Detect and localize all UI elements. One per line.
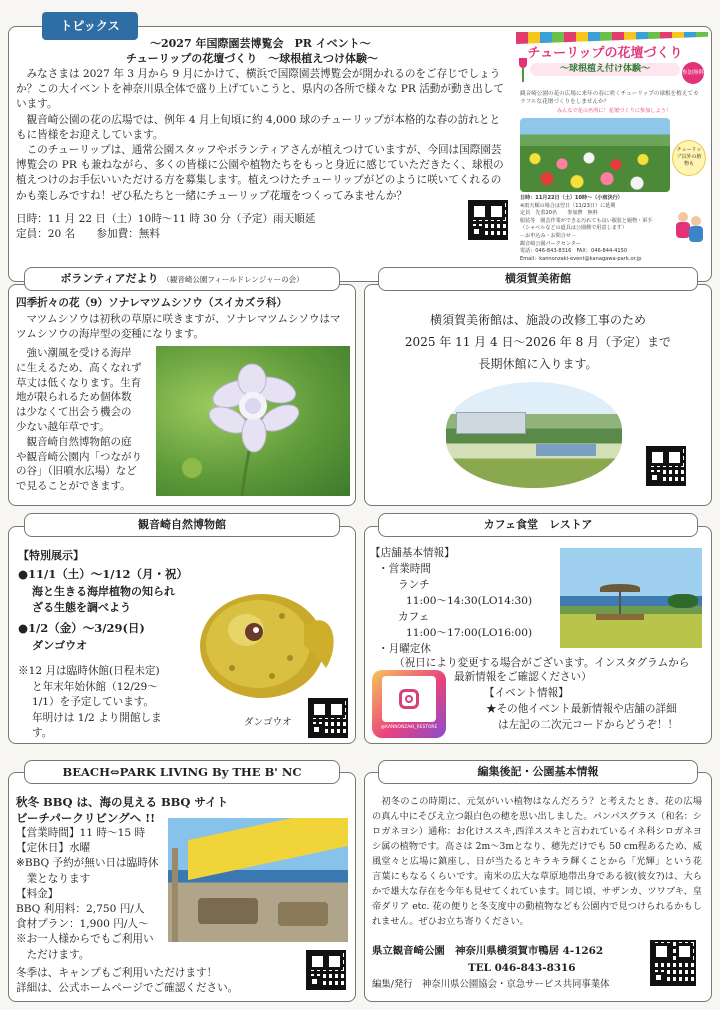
cafe-cafe-hours: 11:00～17:00(LO16:00) [406, 627, 533, 639]
cafe-closed: ・月曜定休 [378, 643, 431, 655]
cafe-event2: は左記の二次元コードからどうぞ！！ [498, 719, 679, 731]
instagram-handle: @KANNONZAKI_RESTORE [380, 725, 438, 730]
flyer-kids-illustration [676, 210, 704, 250]
editor-publisher: 編集/発行 神奈川県公園協会・京急サービス共同事業体 [372, 979, 610, 990]
beach-footer1: 冬季は、キャンプもご利用いただけます！ [16, 967, 218, 979]
editor-qr-code[interactable] [650, 940, 696, 986]
art-museum-photo [446, 382, 622, 488]
museum-note-3: 年明けは 1/2 より開館しま [32, 711, 162, 724]
art-line2: 2025 年 11 月 4 日～2026 年 8 月（予定）まで [404, 335, 672, 349]
nature-museum-qr-code[interactable] [308, 698, 348, 738]
volunteer-line-7: や観音崎公園内「つながり [16, 450, 142, 463]
beach-header: BEACH⇔PARK LIVING By THE B' NC [24, 760, 340, 784]
flyer-info-1: ※雨天順の場合は翌日（11/23日）に延期 [520, 202, 616, 209]
volunteer-line-8: の谷」（旧噴水広場）など [16, 465, 137, 478]
topics-capacity: 定員：20 名 参加費：無料 [16, 228, 160, 240]
flyer-info-6: 観音崎公園パークセンター [520, 240, 581, 247]
beach-line-5: BBQ 利用料：2,750 円/人 [16, 903, 145, 916]
beach-title1: 秋冬 BBQ は、海の見える BBQ サイト [16, 795, 229, 809]
cafe-lunch-label: ランチ [398, 579, 430, 591]
flyer-info-5: －お申込み・お問合せ－ [520, 232, 577, 239]
flyer-desc: 観音崎公園の花の広場に来年の春に咲くチューリップの球根を植えてカラフルな花壇づくりをしませんか？ [520, 91, 699, 105]
flower-icon [156, 346, 350, 496]
cafe-info-label: 【店舗基本情報】 [370, 547, 455, 559]
museum-note-0: ※12 月は臨時休館(日程未定) [18, 665, 160, 677]
beach-line-7: ※お一人様からでもご利用い [16, 933, 154, 946]
bbq-site-photo [168, 818, 348, 942]
topics-p2: 観音崎公園の花の広場では、例年 4 月上旬頃に約 4,000 球のチューリップが本格的な春の訪れとともに皆様をお迎えしています。 [16, 113, 501, 141]
topics-schedule: 日時：11 月 22 日（土）10時～11 時 30 分（予定）雨天順延 [16, 213, 316, 225]
cafe-closed-note2: 最新情報をご確認ください） [454, 671, 592, 683]
beach-lines [16, 826, 176, 963]
editor-tel: TEL 046-843-8316 [468, 962, 576, 974]
volunteer-line-6: 観音崎自然博物館の庭 [16, 435, 132, 448]
beach-line-4: 【料金】 [16, 887, 59, 900]
topics-p1: みなさまは 2027 年 3 月から 9 月にかけて、横浜で国際園芸博覧会が開かれるのをご存じでしょうか？この大イベントを神奈川県全体で盛り上げていこうと、県内の各所で様々な PR 活動が動き出しています。 [16, 68, 504, 111]
museum-caption: ダンゴウオ [244, 717, 292, 728]
museum-e2-title: ダンゴウオ [32, 639, 88, 652]
cafe-terrace-photo [560, 548, 702, 648]
volunteer-p1: マツムシソウは初秋の草原に咲きますが、ソナレマツムシソウはマツムシソウの海岸型の変種になります。 [16, 313, 341, 340]
volunteer-subtitle: 四季折々の花（9）ソナレマツムシソウ（スイカズラ科） [16, 297, 288, 309]
flyer-title: チューリップの花壇づくり [527, 46, 683, 61]
volunteer-line-9: で見ることができます。 [16, 480, 131, 493]
tulip-flyer [516, 32, 708, 274]
topics-tab: トピックス [42, 12, 138, 40]
beach-line-0: 【営業時間】11 時～15 時 [16, 827, 146, 839]
flyer-note: みんなで花の名所に！花壇づくりに参加しよう！ [556, 108, 672, 114]
cafe-lunch-hours: 11:00～14:30(LO14:30) [406, 595, 533, 607]
volunteer-line-4: は少なくて出会う機会の [16, 406, 132, 419]
flyer-tulip-photo [520, 118, 670, 192]
topics-title1: ～2027 年国際園芸博覧会 PR イベント～ [150, 37, 371, 50]
museum-note-1: と年末年始休館（12/29～ [32, 680, 158, 693]
volunteer-p2 [16, 346, 164, 494]
art-line1: 横須賀美術館は、施設の改修工事のため [429, 313, 646, 327]
museum-e1-line0: 海と生きる海岸植物の知られ [32, 585, 175, 598]
flyer-info-0: 日時：11月22日（土）10時～（小雨決行） [520, 195, 623, 201]
beach-qr-code[interactable] [306, 950, 346, 990]
volunteer-header [24, 267, 340, 291]
volunteer-line-2: 草丈は低くなります。生育 [16, 376, 142, 389]
art-line3: 長期休館に入ります。 [478, 357, 598, 371]
beach-line-8: ただけます。 [16, 948, 90, 961]
flyer-info-7: 電話：046-843-8316 FAX：046-844-4150 [520, 248, 628, 255]
volunteer-header-sub: （観音崎公園フィールドレンジャーの会） [162, 275, 304, 284]
art-museum-qr-code[interactable] [646, 446, 686, 486]
dangouo-fish-photo [192, 572, 344, 712]
topics-p3: このチューリップは、通常公園スタッフやボランティアさんが植えつけていますが、今回は国際園芸博覧会の PR も兼ねながら、多くの皆様に公園や植物たちをもっと身近に感じていただきたく、球根の植えつけのお手伝いいただける方を募集します。植えつけたチューリップがどのように咲いてくれるのかも楽しみですね！ぜひ私たちと一緒にチューリップ花壇をつくってみませんか？ [16, 144, 504, 202]
flyer-tulip-icon [516, 58, 528, 84]
flyer-bunting [516, 32, 708, 44]
beach-footer2: 詳細は、公式ホームページでご確認ください。 [16, 982, 239, 994]
cafe-header: カフェ食堂 レストア [378, 513, 698, 537]
flyer-info-2: 定員 先着20名 参加費 無料 [520, 210, 598, 217]
art-museum-header: 横須賀美術館 [378, 267, 698, 291]
editor-text: 初冬のこの時期に、元気がいい植物はなんだろう？と考えたとき、花の広場の真ん中にそびえ立つ銀白色の穂を思い出しました。パンパスグラス（和名：シロガネヨシ）通称：お化けススキ,西洋ススキと言われているイネ科シロガネヨシ属の植物です。高さは 2m～3mとなり、穂先だけでも 50 cm程あるため、威風堂々と広場に鎮座し、日が当たるとキラキラ輝くことから「光輝」という花言葉にもなるくらいです。南米の広大な草原地帯出身である彼(彼女?)は、大らかで雄大な存在を今年も見せてくれています。同じ頃、サザンカ、ツワブキ、皇帝ダリア etc. 花の便りと冬支度中の動植物なども公園内で見つけられるかもしれません。ぜひお立ち寄りください。 [372, 796, 702, 927]
scabiosa-flower-photo [156, 346, 350, 496]
cafe-event1: ★その他イベント最新情報や店舗の詳細 [486, 703, 677, 715]
flyer-sub: ～球根植え付け体験～ [530, 63, 680, 76]
museum-note-2: 1/1）を予定しています。 [32, 696, 155, 708]
cafe-closed-note1: （祝日により変更する場合がございます。インスタグラムから [394, 657, 690, 669]
beach-line-6: 食材プラン：1,900 円/人～ [16, 918, 149, 931]
volunteer-line-3: 地が限られるため個体数 [16, 391, 132, 404]
beach-line-1: 【定休日】水曜 [16, 842, 91, 855]
topics-body [16, 67, 510, 204]
flyer-badge: 参加無料 [682, 62, 704, 84]
fish-icon [192, 572, 344, 712]
cafe-event-label: 【イベント情報】 [484, 687, 569, 699]
nature-museum-header: 観音崎自然博物館 [24, 513, 340, 537]
museum-label: 【特別展示】 [18, 549, 84, 562]
museum-e1-date: ●11/1（土）～1/12（月・祝） [18, 567, 188, 581]
volunteer-line-1: に生えるため、高くなれず [16, 361, 142, 374]
instagram-qr-card[interactable] [372, 670, 446, 738]
beach-title2: ビーチパークリビングへ !! [16, 811, 156, 825]
museum-notes [18, 664, 190, 742]
flyer-info [520, 195, 670, 263]
flyer-info-8: Email：kannonzaki-event@kanagawa-park.or.jp [520, 255, 642, 262]
cafe-hours-label: ・営業時間 [378, 563, 431, 575]
flyer-info-4: （シャベルなどの道具は公園側で用意します） [520, 225, 627, 232]
volunteer-line-5: 少ない越年草です。 [16, 420, 110, 433]
volunteer-header-title: ボランティアだより [60, 272, 159, 285]
topics-title2: チューリップの花壇づくり ～球根植えつけ体験～ [126, 52, 379, 65]
museum-e2-date: ●1/2（金）～3/29(日) [18, 621, 145, 635]
editor-header: 編集後記・公園基本情報 [378, 760, 698, 784]
museum-e1-line1: ざる生態を調べよう [32, 601, 131, 614]
topics-qr-code[interactable] [468, 200, 508, 240]
instagram-icon [382, 676, 436, 722]
editor-address: 県立観音崎公園 神奈川県横須賀市鴨居 4-1262 [372, 945, 604, 957]
beach-line-3: 業となります [16, 872, 91, 885]
flyer-info-3: 服装等 園芸作業ができる汚れても良い服装と履物・軍手 [520, 217, 653, 224]
volunteer-line-0: 強い潮風を受ける海岸 [16, 347, 132, 359]
cafe-cafe-label: カフェ [398, 611, 430, 623]
beach-line-2: ※BBQ 予約が無い日は臨時休 [16, 857, 159, 870]
flyer-bubble: チューリップ以外の植物も [672, 140, 706, 176]
museum-note-4: す。 [32, 727, 53, 739]
